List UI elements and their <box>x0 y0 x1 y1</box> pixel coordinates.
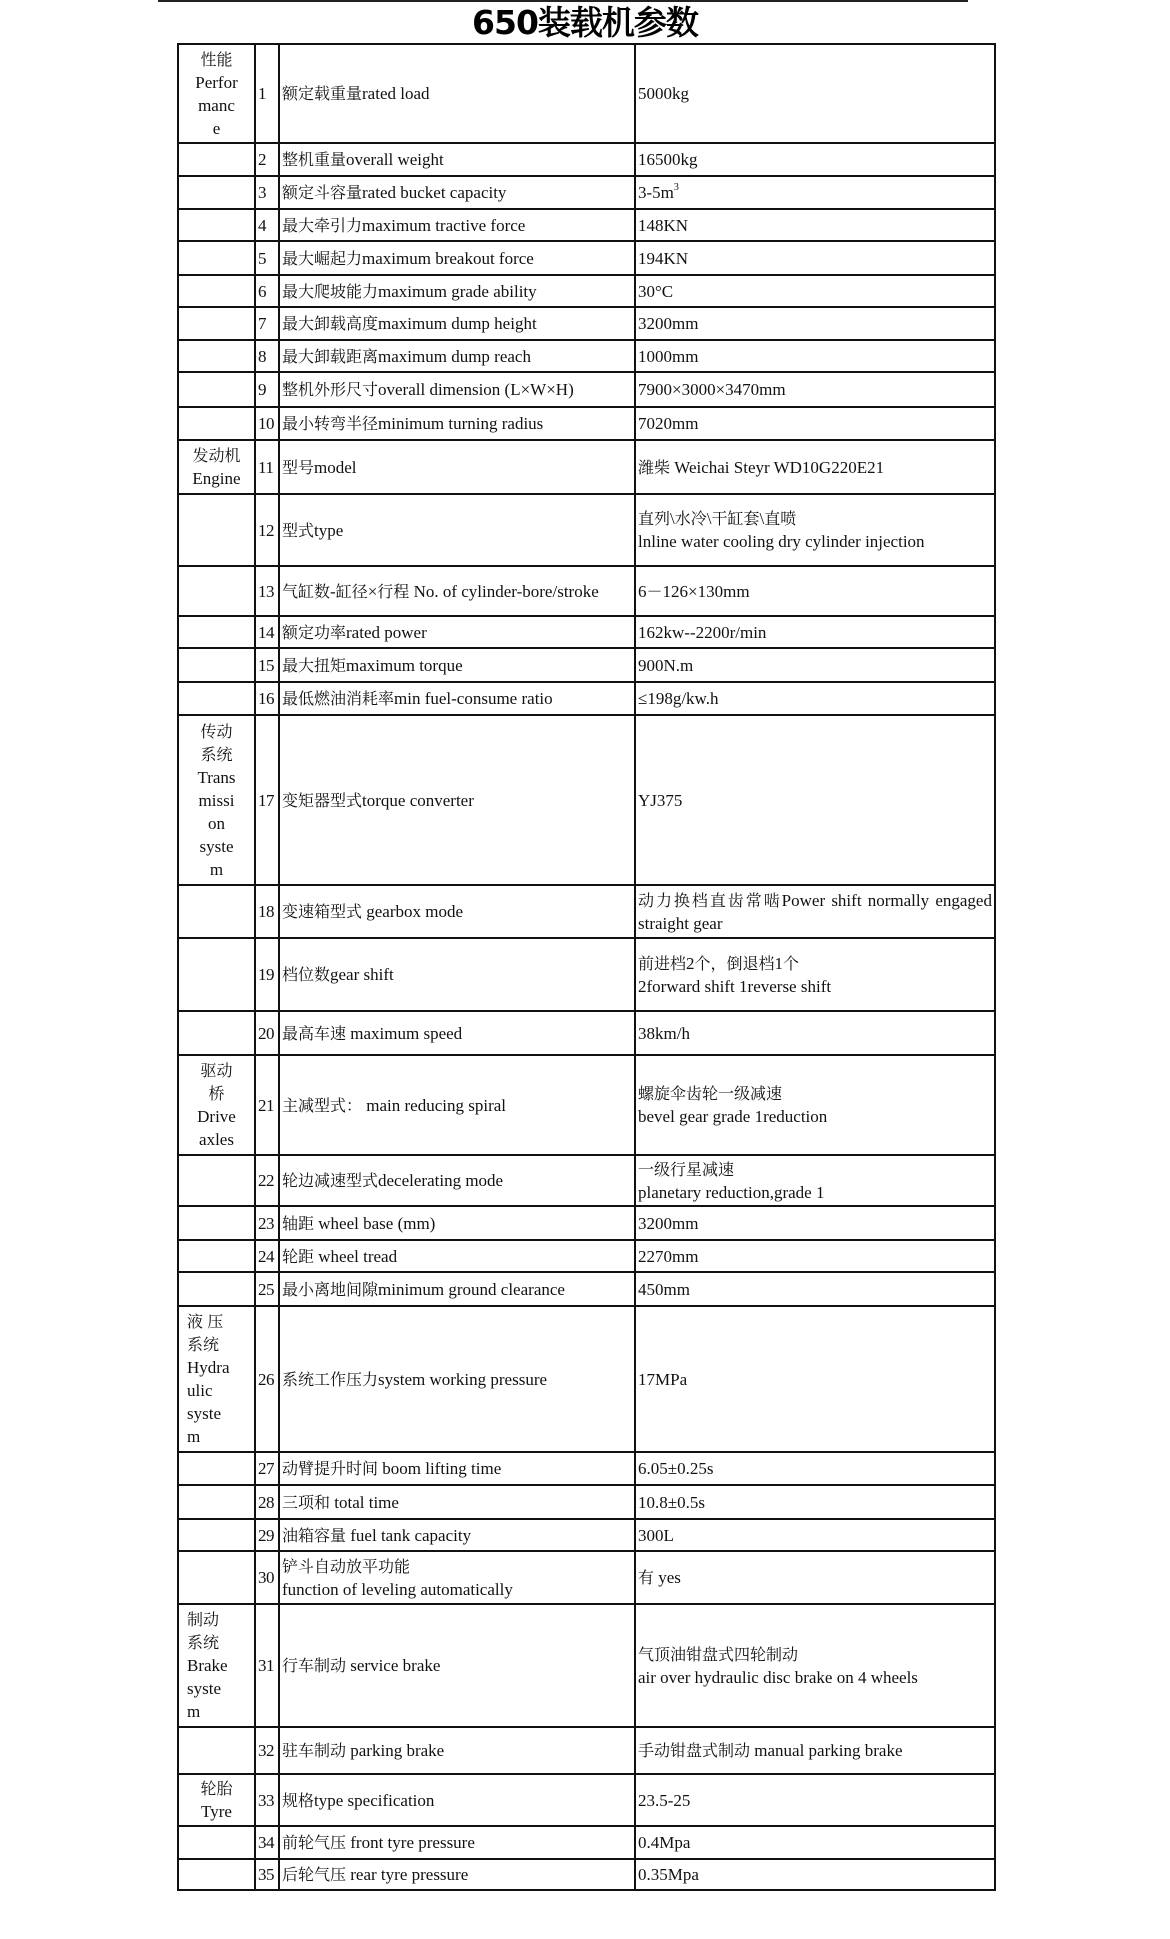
table-row <box>178 1452 995 1485</box>
parameter-value-english: lnline water cooling dry cylinder injection <box>638 532 925 551</box>
table-row <box>178 715 995 885</box>
row-number: 18 <box>255 885 279 938</box>
parameter-value-english: bevel gear grade 1reduction <box>638 1107 828 1126</box>
table-row <box>178 440 995 494</box>
category-cell <box>178 209 255 241</box>
category-cell <box>178 1206 255 1240</box>
parameter-value: 手动钳盘式制动 manual parking brake <box>635 1727 995 1774</box>
parameter-value-english: planetary reduction,grade 1 <box>638 1182 825 1202</box>
table-row <box>178 1519 995 1551</box>
parameter-value: 1000mm <box>635 340 995 372</box>
parameter-name: 最高车速 maximum speed <box>279 1011 635 1055</box>
table-row <box>178 1206 995 1240</box>
category-cell <box>178 1551 255 1604</box>
parameter-name: 最小转弯半径minimum turning radius <box>279 407 635 440</box>
parameter-name: 轮距 wheel tread <box>279 1240 635 1272</box>
parameter-name: 最大扭矩maximum torque <box>279 648 635 682</box>
parameter-name: 驻车制动 parking brake <box>279 1727 635 1774</box>
parameter-name: 轮边减速型式decelerating mode <box>279 1155 635 1206</box>
parameter-value: 螺旋伞齿轮一级减速 bevel gear grade 1reduction <box>635 1055 995 1155</box>
table-row <box>178 340 995 372</box>
table-row <box>178 1774 995 1826</box>
category-cell <box>178 1452 255 1485</box>
row-number: 29 <box>255 1519 279 1551</box>
row-number: 9 <box>255 372 279 407</box>
parameter-name-english: function of leveling automatically <box>282 1579 513 1599</box>
category-cell: 性能 Perfor manc e <box>178 44 255 143</box>
parameter-name: 档位数gear shift <box>279 938 635 1011</box>
parameter-value: 潍柴 Weichai Steyr WD10G220E21 <box>635 440 995 494</box>
row-number: 2 <box>255 143 279 176</box>
parameter-name: 后轮气压 rear tyre pressure <box>279 1859 635 1890</box>
table-row <box>178 44 995 143</box>
parameter-name: 三项和 total time <box>279 1485 635 1519</box>
category-cell <box>178 648 255 682</box>
category-cell <box>178 176 255 209</box>
parameter-value: 6.05±0.25s <box>635 1452 995 1485</box>
parameter-value: YJ375 <box>635 715 995 885</box>
table-row <box>178 209 995 241</box>
parameter-name: 前轮气压 front tyre pressure <box>279 1826 635 1859</box>
parameter-value: 900N.m <box>635 648 995 682</box>
row-number: 13 <box>255 566 279 616</box>
row-number: 1 <box>255 44 279 143</box>
parameter-name: 主减型式： main reducing spiral <box>279 1055 635 1155</box>
row-number: 15 <box>255 648 279 682</box>
parameter-name: 动臂提升时间 boom lifting time <box>279 1452 635 1485</box>
spec-table-body <box>178 44 995 1890</box>
parameter-name: 轴距 wheel base (mm) <box>279 1206 635 1240</box>
parameter-name: 型号model <box>279 440 635 494</box>
row-number: 35 <box>255 1859 279 1890</box>
parameter-value: 16500kg <box>635 143 995 176</box>
category-cell: 液 压 系统 Hydra ulic syste m <box>178 1306 255 1452</box>
category-cell: 制动 系统 Brake syste m <box>178 1604 255 1727</box>
row-number: 19 <box>255 938 279 1011</box>
page-title: 650装载机参数 <box>472 3 698 42</box>
table-row <box>178 616 995 648</box>
parameter-value: 2270mm <box>635 1240 995 1272</box>
row-number: 7 <box>255 307 279 340</box>
parameter-value: 0.4Mpa <box>635 1826 995 1859</box>
parameter-value: 6－126×130mm <box>635 566 995 616</box>
row-number: 33 <box>255 1774 279 1826</box>
spec-table <box>177 43 996 1891</box>
parameter-value: 30°C <box>635 275 995 307</box>
category-cell <box>178 1011 255 1055</box>
parameter-name: 整机外形尺寸overall dimension (L×W×H) <box>279 372 635 407</box>
row-number: 10 <box>255 407 279 440</box>
parameter-value: ≤198g/kw.h <box>635 682 995 715</box>
category-cell <box>178 241 255 275</box>
value-superscript: 3 <box>673 182 679 193</box>
category-cell <box>178 143 255 176</box>
parameter-name: 额定斗容量rated bucket capacity <box>279 176 635 209</box>
table-row <box>178 1551 995 1604</box>
parameter-value: 17MPa <box>635 1306 995 1452</box>
category-cell <box>178 885 255 938</box>
parameter-name: 油箱容量 fuel tank capacity <box>279 1519 635 1551</box>
parameter-value: 一级行星减速 planetary reduction,grade 1 <box>635 1155 995 1206</box>
parameter-name: 铲斗自动放平功能 function of leveling automatically <box>279 1551 635 1604</box>
category-cell <box>178 372 255 407</box>
table-row <box>178 241 995 275</box>
category-cell <box>178 616 255 648</box>
row-number: 28 <box>255 1485 279 1519</box>
parameter-name: 系统工作压力system working pressure <box>279 1306 635 1452</box>
parameter-name: 最大卸载高度maximum dump height <box>279 307 635 340</box>
table-row <box>178 143 995 176</box>
row-number: 27 <box>255 1452 279 1485</box>
table-row <box>178 1240 995 1272</box>
parameter-value: 7900×3000×3470mm <box>635 372 995 407</box>
table-row <box>178 407 995 440</box>
parameter-value-english: air over hydraulic disc brake on 4 wheels <box>638 1667 918 1687</box>
row-number: 32 <box>255 1727 279 1774</box>
category-cell <box>178 682 255 715</box>
parameter-name: 最小离地间隙minimum ground clearance <box>279 1272 635 1306</box>
category-cell <box>178 1485 255 1519</box>
table-row <box>178 682 995 715</box>
row-number: 8 <box>255 340 279 372</box>
category-cell <box>178 340 255 372</box>
category-cell <box>178 1859 255 1890</box>
table-row <box>178 1859 995 1890</box>
parameter-value: 前进档2个，倒退档1个 2forward shift 1reverse shift <box>635 938 995 1011</box>
parameter-name: 最大卸载距离maximum dump reach <box>279 340 635 372</box>
parameter-value-english: 2forward shift 1reverse shift <box>638 976 832 996</box>
row-number: 22 <box>255 1155 279 1206</box>
table-row <box>178 648 995 682</box>
category-cell <box>178 1272 255 1306</box>
row-number: 24 <box>255 1240 279 1272</box>
parameter-name: 型式type <box>279 494 635 566</box>
row-number: 26 <box>255 1306 279 1452</box>
category-cell: 轮胎 Tyre <box>178 1774 255 1826</box>
category-cell <box>178 1519 255 1551</box>
parameter-name: 气缸数-缸径×行程 No. of cylinder-bore/stroke <box>279 566 635 616</box>
table-row <box>178 494 995 566</box>
parameter-value: 气顶油钳盘式四轮制动 air over hydraulic disc brake on 4 wheels <box>635 1604 995 1727</box>
table-row <box>178 1826 995 1859</box>
parameter-name: 最低燃油消耗率min fuel-consume ratio <box>279 682 635 715</box>
category-cell <box>178 1155 255 1206</box>
row-number: 12 <box>255 494 279 566</box>
table-row <box>178 1306 995 1452</box>
parameter-value: $3-5m^3$ <box>635 176 995 209</box>
table-row <box>178 1272 995 1306</box>
parameter-name: 变矩器型式torque converter <box>279 715 635 885</box>
parameter-value: 动力换档直齿常啮Power shift normally engaged straight gear <box>635 885 995 938</box>
parameter-name: 最大爬坡能力maximum grade ability <box>279 275 635 307</box>
parameter-value: 162kw--2200r/min <box>635 616 995 648</box>
parameter-value: 直列\水冷\干缸套\直喷 lnline water cooling dry cylinder injection <box>635 494 995 566</box>
parameter-name: 规格type specification <box>279 1774 635 1826</box>
row-number: 5 <box>255 241 279 275</box>
parameter-name: 变速箱型式 gearbox mode <box>279 885 635 938</box>
row-number: 17 <box>255 715 279 885</box>
table-row <box>178 1011 995 1055</box>
parameter-value: 有 yes <box>635 1551 995 1604</box>
category-cell <box>178 1826 255 1859</box>
row-number: 16 <box>255 682 279 715</box>
category-cell: 传动 系统 Trans missi on syste m <box>178 715 255 885</box>
row-number: 14 <box>255 616 279 648</box>
category-cell <box>178 566 255 616</box>
parameter-value: 5000kg <box>635 44 995 143</box>
table-row <box>178 1727 995 1774</box>
table-row <box>178 1055 995 1155</box>
row-number: 21 <box>255 1055 279 1155</box>
parameter-value: 7020mm <box>635 407 995 440</box>
row-number: 4 <box>255 209 279 241</box>
table-row <box>178 1604 995 1727</box>
category-cell <box>178 1240 255 1272</box>
category-cell <box>178 307 255 340</box>
table-row <box>178 307 995 340</box>
parameter-name: 最大牵引力maximum tractive force <box>279 209 635 241</box>
row-number: 30 <box>255 1551 279 1604</box>
parameter-value: 148KN <box>635 209 995 241</box>
parameter-name: 额定功率rated power <box>279 616 635 648</box>
parameter-value: 10.8±0.5s <box>635 1485 995 1519</box>
table-row <box>178 566 995 616</box>
parameter-value: 450mm <box>635 1272 995 1306</box>
row-number: 25 <box>255 1272 279 1306</box>
row-number: 31 <box>255 1604 279 1727</box>
row-number: 23 <box>255 1206 279 1240</box>
category-cell <box>178 938 255 1011</box>
category-cell: 发动机 Engine <box>178 440 255 494</box>
table-row <box>178 885 995 938</box>
parameter-value: 300L <box>635 1519 995 1551</box>
parameter-name: 行车制动 service brake <box>279 1604 635 1727</box>
table-row <box>178 1485 995 1519</box>
row-number: 6 <box>255 275 279 307</box>
category-cell <box>178 407 255 440</box>
parameter-value: 3200mm <box>635 307 995 340</box>
table-row <box>178 1155 995 1206</box>
parameter-value: 194KN <box>635 241 995 275</box>
table-row <box>178 938 995 1011</box>
table-row <box>178 176 995 209</box>
parameter-name: 最大崛起力maximum breakout force <box>279 241 635 275</box>
category-cell <box>178 1727 255 1774</box>
top-rule <box>158 0 968 2</box>
table-row <box>178 372 995 407</box>
row-number: 34 <box>255 1826 279 1859</box>
parameter-value: 38km/h <box>635 1011 995 1055</box>
row-number: 3 <box>255 176 279 209</box>
category-cell <box>178 494 255 566</box>
table-row <box>178 275 995 307</box>
category-cell <box>178 275 255 307</box>
parameter-value: 23.5-25 <box>635 1774 995 1826</box>
parameter-value: 0.35Mpa <box>635 1859 995 1890</box>
category-cell: 驱动 桥 Drive axles <box>178 1055 255 1155</box>
parameter-name: 整机重量overall weight <box>279 143 635 176</box>
parameter-name: 额定载重量rated load <box>279 44 635 143</box>
parameter-value: 3200mm <box>635 1206 995 1240</box>
row-number: 20 <box>255 1011 279 1055</box>
row-number: 11 <box>255 440 279 494</box>
